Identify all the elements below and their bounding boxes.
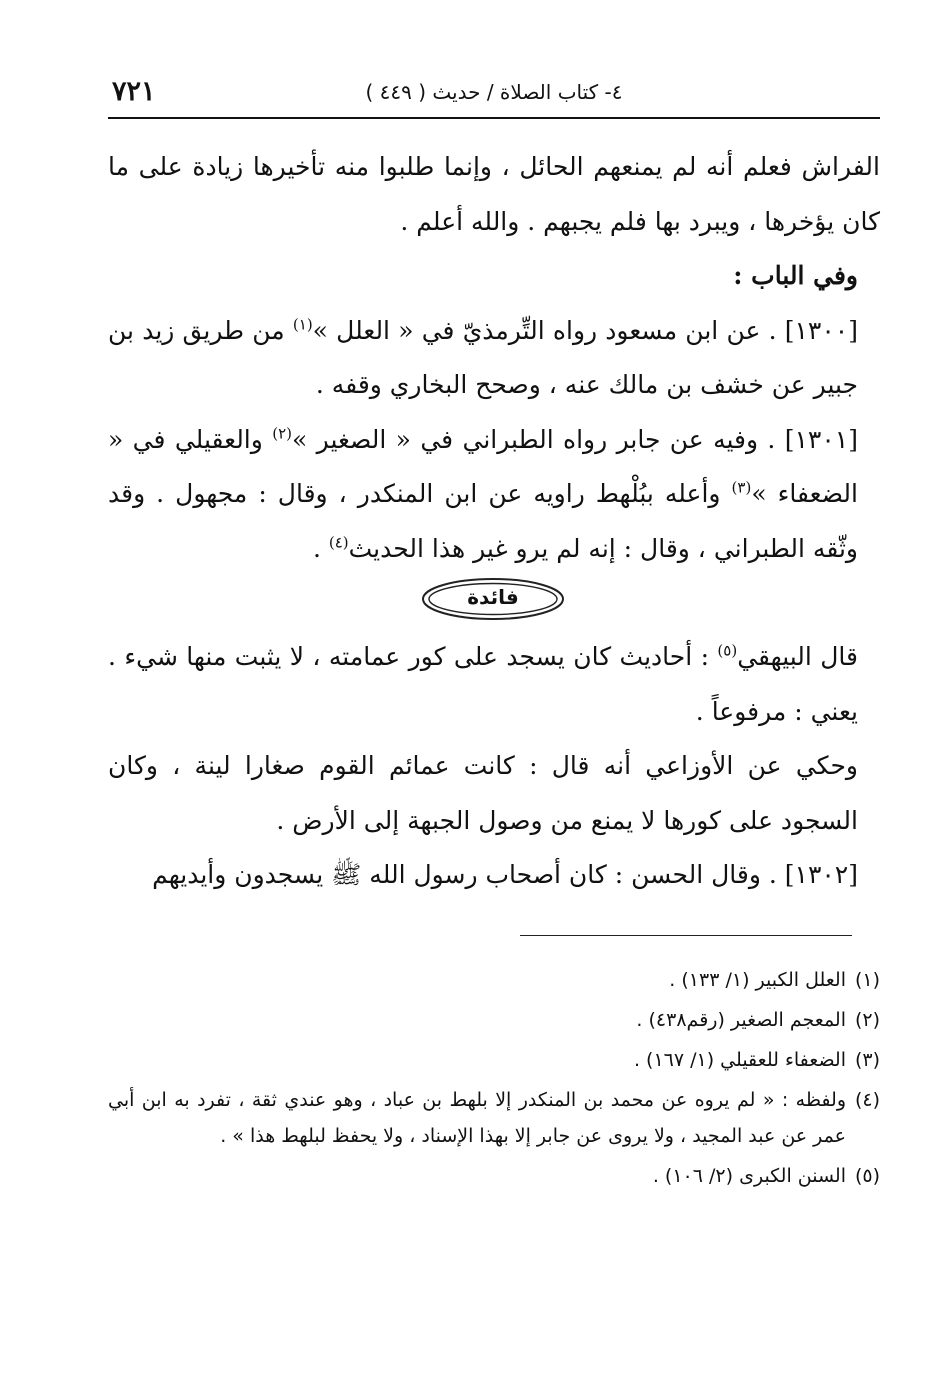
footnote-text: العلل الكبير (١/ ١٣٣) . bbox=[669, 969, 846, 991]
hadith-1302 bbox=[108, 848, 880, 903]
hadith-text: [١٣٠٠] . عن ابن مسعود رواه التِّرمذيّ في « العلل » bbox=[312, 315, 858, 345]
footnotes bbox=[108, 962, 880, 1198]
quote-text: : أحاديث كان يسجد على كور عمامته ، لا يثبت منها شيء . يعني : مرفوعاً . bbox=[108, 642, 858, 726]
running-head: ٤- كتاب الصلاة / حديث ( ٤٤٩ ) bbox=[365, 80, 623, 104]
awzai-quote bbox=[108, 739, 880, 848]
hadith-text: وأعله ببُلْهط راويه عن ابن المنكدر ، وقال : مجهول . وقد وثّقه الطبراني ، وقال : إنه لم يرو غير هذا الحديث bbox=[108, 479, 858, 563]
footnote-number: (٣) bbox=[854, 1049, 880, 1071]
section-heading bbox=[108, 249, 880, 304]
footnote-text: المعجم الصغير (رقم٤٣٨) . bbox=[636, 1009, 846, 1031]
footnote-item bbox=[108, 1082, 880, 1154]
footnote-text: الضعفاء للعقيلي (١/ ١٦٧) . bbox=[633, 1049, 846, 1071]
quote-text: وحكي عن الأوزاعي أنه قال : كانت عمائم القوم صغارا لينة ، وكان السجود على كورها لا يمنع من وصول الجبهة إلى الأرض . bbox=[108, 751, 858, 835]
text-line: الفراش فعلم أنه لم يمنعهم الحائل ، وإنما طلبوا منه تأخيرها زيادة على ما كان bbox=[108, 152, 880, 236]
paragraph bbox=[108, 140, 880, 249]
footnote-item bbox=[108, 1042, 880, 1078]
footnote-number: (٥) bbox=[854, 1165, 880, 1187]
hadith-1301 bbox=[108, 413, 880, 577]
section-heading-text: وفي الباب : bbox=[733, 261, 858, 290]
footnote-text: ولفظه : « لم يروه عن محمد بن المنكدر إلا بلهط بن عباد ، وهو عندي ثقة ، تفرد به ابن أبي عمر عن عبد المجيد ، ولا يروى عن جابر إلا بهذا الإسناد ، ولا يحفظ لبلهط هذا » . bbox=[108, 1089, 846, 1147]
hadith-text: [١٣٠١] . وفيه عن جابر رواه الطبراني في « الصغير » bbox=[291, 424, 858, 454]
footnote-item bbox=[108, 1158, 880, 1194]
header-rule bbox=[108, 117, 880, 119]
hadith-text: من طريق زيد بن جبير عن خشف بن مالك عنه ، وصحح البخاري وقفه . bbox=[108, 315, 858, 399]
main-text-lower bbox=[108, 630, 880, 903]
footnote-number: (٤) bbox=[854, 1089, 880, 1111]
hadith-text: والعقيلي في « الضعفاء » bbox=[108, 424, 858, 508]
footnote-ref: (٢) bbox=[272, 424, 292, 443]
footnote-ref: (١) bbox=[292, 315, 313, 334]
hadith-text: . bbox=[312, 533, 329, 563]
page-number: ٧٢١ bbox=[112, 76, 156, 107]
main-text-upper bbox=[108, 140, 880, 576]
footnote-item bbox=[108, 1002, 880, 1038]
footnote-item bbox=[108, 962, 880, 998]
faida-badge bbox=[420, 576, 566, 622]
page-header bbox=[108, 72, 880, 116]
quote-text: قال البيهقي bbox=[737, 642, 858, 671]
footnote-ref: (٤) bbox=[328, 533, 349, 552]
bayhaqi-quote bbox=[108, 630, 880, 739]
text-line: يؤخرها ، ويبرد بها فلم يجبهم . والله أعلم . bbox=[400, 206, 835, 236]
footnote-number: (١) bbox=[854, 969, 880, 991]
footnote-separator bbox=[520, 935, 852, 936]
footnote-number: (٢) bbox=[854, 1009, 880, 1031]
footnote-ref: (٥) bbox=[717, 641, 738, 660]
footnote-ref: (٣) bbox=[731, 478, 752, 497]
hadith-text: [١٣٠٢] . وقال الحسن : كان أصحاب رسول الله ﷺ يسجدون وأيديهم bbox=[152, 860, 858, 889]
faida-label: فائدة bbox=[467, 585, 519, 609]
hadith-1300 bbox=[108, 304, 880, 413]
footnote-text: السنن الكبرى (٢/ ١٠٦) . bbox=[652, 1165, 846, 1187]
